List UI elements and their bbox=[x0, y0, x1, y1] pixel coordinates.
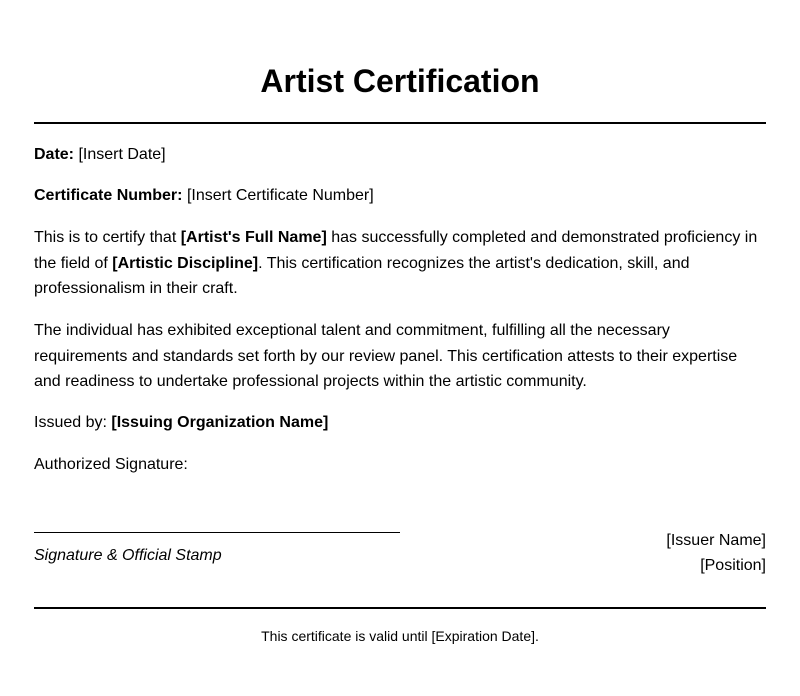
page-title: Artist Certification bbox=[260, 63, 540, 99]
signature-caption: Signature & Official Stamp bbox=[34, 547, 222, 564]
issuer-block bbox=[666, 528, 766, 578]
issued-by-label: Issued by: bbox=[34, 414, 112, 431]
certification-paragraph bbox=[34, 225, 766, 302]
paragraph1-text3: . This certification recognizes the artist's dedication, skill, and professionalism in their craft. bbox=[34, 254, 690, 297]
artistic-discipline: [Artistic Discipline] bbox=[112, 254, 259, 272]
date-value: [Insert Date] bbox=[78, 146, 166, 163]
certificate-page bbox=[34, 0, 766, 696]
certificate-number-label: Certificate Number: bbox=[34, 187, 183, 204]
top-divider bbox=[34, 122, 766, 124]
paragraph1-text2: has successfully completed and demonstrated proficiency in the field of bbox=[34, 229, 758, 272]
bottom-divider bbox=[34, 607, 766, 609]
artist-name: [Artist's Full Name] bbox=[180, 229, 327, 246]
certificate-number-value: [Insert Certificate Number] bbox=[186, 187, 374, 204]
issuer-position: [Position] bbox=[700, 557, 766, 574]
certificate-number-line bbox=[34, 186, 766, 206]
date-line bbox=[34, 145, 766, 165]
signature-line bbox=[34, 532, 400, 533]
authorized-signature-label: Authorized Signature: bbox=[34, 456, 188, 473]
paragraph1-text1: This is to certify that bbox=[34, 229, 181, 246]
achievement-paragraph: The individual has exhibited exceptional talent and commitment, fulfilling all the necessary requirements and standards set forth by our review panel. This certification attests to their expertise and readiness to undertake professional projects within the artistic community. bbox=[34, 322, 738, 390]
issuing-organization: [Issuing Organization Name] bbox=[111, 414, 329, 431]
date-label: Date: bbox=[34, 146, 75, 163]
issuer-name: [Issuer Name] bbox=[666, 532, 766, 549]
validity-footer: This certificate is valid until [Expiration Date]. bbox=[261, 628, 539, 644]
issued-by-line bbox=[34, 413, 766, 433]
